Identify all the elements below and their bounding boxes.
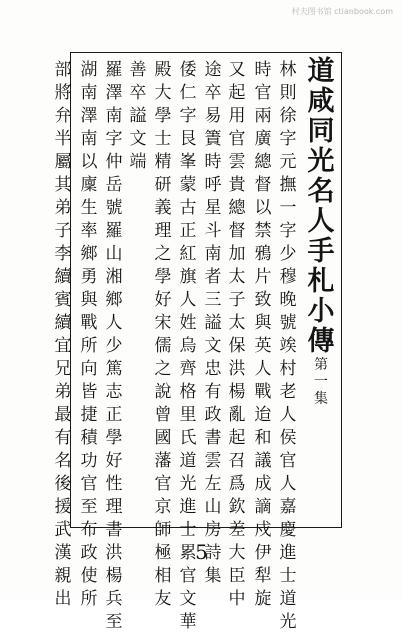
text-column-9: 湖 南 澤 南 以 廩 生 率 鄉 勇 與 戰 所 向 皆 捷 積 功 官 至 布 政 使 所: [80, 60, 98, 609]
volume-label: 第 一 集: [314, 357, 328, 407]
text-column-8: 羅 澤 南 字 仲 岳 號 羅 山 湘 鄉 人 少 篤 志 正 學 好 性 理 書 洪 楊 兵 至: [105, 60, 123, 632]
text-column-7: 善 卒 謚 文 端: [129, 60, 147, 172]
text-column-2: 時 官 兩 廣 總 督 以 禁 鴉 片 致 與 英 人 戰 迨 和 議 成 謫 戍 伊 犁 旋: [254, 60, 272, 609]
book-title-text: 道 咸 同 光 名 人 手 札 小 傳: [307, 56, 335, 357]
text-column-3: 又 起 用 官 雲 貴 總 督 加 太 子 太 保 洪 楊 亂 起 召 爲 欽 差 大 臣 中: [228, 60, 246, 609]
text-column-1: 林 則 徐 字 元 撫 一 字 少 穆 晚 號 竢 村 老 人 侯 官 人 嘉 慶 進 士 道 光: [279, 60, 297, 632]
text-column-5: 倭 仁 字 艮 峯 蒙 古 正 紅 旗 人 姓 烏 齊 格 里 氏 道 光 進 士 累 官 文 華: [179, 60, 197, 632]
text-column-10: 部 將 弁 半 屬 其 弟 子 李 續 賓 續 宜 兄 弟 最 有 名 後 援 武 漢 親 出: [54, 60, 72, 609]
page-number: 5: [195, 540, 208, 564]
text-column-4: 途 卒 易 簀 時 呼 星 斗 南 者 三 謚 文 忠 有 政 書 雲 左 山 房 詩 集: [204, 60, 222, 586]
watermark: 村夫图书馆 ctianbook.com: [291, 7, 393, 16]
text-column-6: 殿 大 學 士 精 研 義 理 之 學 好 宋 儒 之 說 曾 國 藩 官 京 師 極 相 友: [154, 60, 172, 609]
book-title: [304, 58, 338, 409]
